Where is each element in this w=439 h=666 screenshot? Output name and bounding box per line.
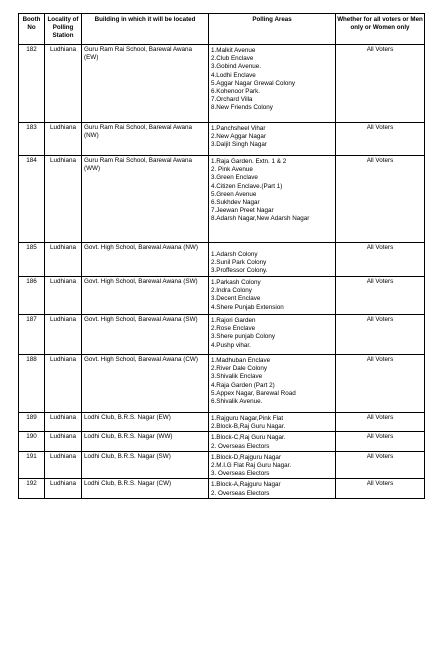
voters-cell: All Voters	[336, 123, 425, 156]
polling-area-item: 2.Indra Colony	[211, 287, 252, 295]
polling-area-item: 5.Green Avenue	[211, 190, 257, 198]
table-row	[19, 156, 425, 243]
polling-area-item: 2. Overseas Electors	[211, 442, 270, 450]
polling-area-item: 3.Green Enclave	[211, 174, 258, 182]
polling-area-item: 3.Shivalik Enclave	[211, 373, 263, 381]
polling-areas-cell	[209, 479, 336, 498]
table-row	[19, 243, 425, 277]
table-row	[19, 315, 425, 355]
booth-number-cell: 183	[19, 123, 45, 156]
booth-number-cell: 185	[19, 243, 45, 277]
polling-area-item: 3. Overseas Electors	[211, 470, 270, 478]
polling-station-table	[18, 13, 425, 499]
table-row	[19, 277, 425, 315]
polling-areas-cell	[209, 45, 336, 123]
polling-area-item: 8.Adarsh Nagar,New Adarsh Nagar	[211, 215, 310, 223]
voters-cell: All Voters	[336, 413, 425, 432]
polling-area-item: 7.Jeewan Preet Nagar	[211, 207, 274, 215]
polling-area-item: 1.Panchsheel Vihar	[211, 125, 266, 132]
locality-cell: Ludhiana	[45, 479, 82, 498]
locality-cell: Ludhiana	[45, 45, 82, 123]
polling-area-item: 2.Sunil Park Colony	[211, 259, 267, 267]
polling-area-item: 6.Kohenoor Park.	[211, 88, 261, 96]
voters-cell: All Voters	[336, 479, 425, 498]
polling-areas-cell	[209, 451, 336, 479]
polling-area-item: 3.Gobind Avenue.	[211, 63, 261, 71]
locality-cell: Ludhiana	[45, 413, 82, 432]
booth-number-cell: 192	[19, 479, 45, 498]
polling-area-item: 1.Malkit Avenue	[211, 47, 256, 54]
locality-cell: Ludhiana	[45, 156, 82, 243]
polling-area-item: 1.Parkash Colony	[211, 279, 261, 286]
polling-area-item: 6.Shivalik Avenue.	[211, 398, 263, 406]
polling-areas-cell	[209, 277, 336, 315]
polling-areas-cell	[209, 243, 336, 277]
locality-cell: Ludhiana	[45, 315, 82, 355]
polling-area-item: 3.Shere punjab Colony	[211, 333, 276, 341]
header-building: Building in which it will be located	[82, 14, 209, 45]
table-row	[19, 432, 425, 451]
voters-cell: All Voters	[336, 432, 425, 451]
polling-area-item: 8.New Friends Colony	[211, 104, 273, 112]
polling-area-item: 1.Adarsh Colony	[211, 251, 258, 258]
polling-area-item: 2.M.I.G Flat Raj Guru Nagar.	[211, 462, 292, 470]
polling-area-item: 3.Proffessor Colony.	[211, 267, 268, 275]
building-cell: Lodhi Club, B.R.S. Nagar (SW)	[82, 451, 209, 479]
table-row	[19, 45, 425, 123]
polling-areas-cell	[209, 123, 336, 156]
header-locality: Locality of Polling Station	[45, 14, 82, 45]
polling-area-item: 2.New Aggar Nagar	[211, 133, 266, 141]
table-row	[19, 451, 425, 479]
header-row	[19, 14, 425, 45]
polling-area-item: 1.Block-A,Rajguru Nagar	[211, 481, 281, 489]
table-body	[19, 45, 425, 499]
polling-area-item: 2.Block-B,Raj Guru Nagar.	[211, 423, 286, 431]
locality-cell: Ludhiana	[45, 123, 82, 156]
polling-area-item: 4.Shere Punjab Extension	[211, 303, 284, 311]
voters-cell: All Voters	[336, 156, 425, 243]
building-cell: Lodhi Club, B.R.S. Nagar (WW)	[82, 432, 209, 451]
polling-area-item: 1.Rajori Garden	[211, 317, 256, 324]
locality-cell: Ludhiana	[45, 355, 82, 413]
building-cell: Guru Ram Rai School, Barewal Awana (EW)	[82, 45, 209, 123]
polling-area-item: 4.Lodhi Enclave	[211, 71, 256, 79]
building-cell: Lodhi Club, B.R.S. Nagar (EW)	[82, 413, 209, 432]
polling-area-item: 4.Pushp vihar.	[211, 341, 251, 349]
polling-area-item: 1.Madhuban Enclave	[211, 357, 271, 364]
booth-number-cell: 188	[19, 355, 45, 413]
polling-area-item: 1.Block-C,Raj Guru Nagar.	[211, 434, 286, 442]
voters-cell: All Voters	[336, 315, 425, 355]
polling-areas-cell	[209, 315, 336, 355]
voters-cell: All Voters	[336, 451, 425, 479]
booth-number-cell: 191	[19, 451, 45, 479]
building-cell: Guru Ram Rai School, Barewal Awana (WW)	[82, 156, 209, 243]
polling-area-item: 2.River Dale Colony	[211, 365, 267, 373]
table-row	[19, 413, 425, 432]
header-polling-areas: Polling Areas	[209, 14, 336, 45]
polling-area-item: 1.Block-D,Rajguru Nagar	[211, 453, 281, 461]
polling-area-item: 5.Appex Nagar, Barewal Road	[211, 389, 296, 397]
polling-area-item: 6.Sukhdev Nagar	[211, 199, 260, 207]
locality-cell: Ludhiana	[45, 432, 82, 451]
table-row	[19, 479, 425, 498]
polling-area-item: 3.Decent Enclave	[211, 295, 261, 303]
header-voters: Whether for all voters or Men only or Women only	[336, 14, 425, 45]
booth-number-cell: 186	[19, 277, 45, 315]
booth-number-cell: 187	[19, 315, 45, 355]
locality-cell: Ludhiana	[45, 451, 82, 479]
booth-number-cell: 182	[19, 45, 45, 123]
polling-area-item: 2.Rose Enclave	[211, 325, 256, 333]
polling-area-item: 1.Rajguru Nagar,Pink Flat	[211, 415, 284, 422]
polling-area-item: 5.Aggar Nagar Grewal Colony	[211, 79, 295, 87]
polling-area-item: 1.Raja Garden. Extn. 1 & 2	[211, 158, 287, 165]
building-cell: Govt. High School, Barewal Awana (NW)	[82, 243, 209, 277]
polling-areas-cell	[209, 413, 336, 432]
polling-areas-cell	[209, 156, 336, 243]
voters-cell: All Voters	[336, 243, 425, 277]
polling-areas-cell	[209, 355, 336, 413]
booth-number-cell: 190	[19, 432, 45, 451]
table-row	[19, 123, 425, 156]
header-booth-no: Booth No	[19, 14, 45, 45]
polling-area-item: 4.Raja Garden (Part 2)	[211, 381, 275, 389]
voters-cell: All Voters	[336, 355, 425, 413]
building-cell: Govt. High School, Barewal Awana (SW)	[82, 315, 209, 355]
polling-areas-cell	[209, 432, 336, 451]
building-cell: Guru Ram Rai School, Barewal Awana (NW)	[82, 123, 209, 156]
polling-area-item: 3.Daljit Singh Nagar	[211, 141, 268, 149]
building-cell: Govt. High School, Barewal Awana (SW)	[82, 277, 209, 315]
polling-area-item: 7.Orchard Villa	[211, 96, 253, 104]
polling-area-item: 2. Overseas Electors	[211, 489, 270, 497]
table-row	[19, 355, 425, 413]
polling-area-item: 2. Pink Avenue	[211, 166, 253, 174]
voters-cell: All Voters	[336, 277, 425, 315]
booth-number-cell: 189	[19, 413, 45, 432]
booth-number-cell: 184	[19, 156, 45, 243]
building-cell: Lodhi Club, B.R.S. Nagar (CW)	[82, 479, 209, 498]
polling-area-item: 4.Citizen Enclave.(Part 1)	[211, 182, 283, 190]
locality-cell: Ludhiana	[45, 243, 82, 277]
locality-cell: Ludhiana	[45, 277, 82, 315]
building-cell: Govt. High School, Barewal Awana (CW)	[82, 355, 209, 413]
polling-area-item: 2.Club Enclave	[211, 55, 254, 63]
voters-cell: All Voters	[336, 45, 425, 123]
